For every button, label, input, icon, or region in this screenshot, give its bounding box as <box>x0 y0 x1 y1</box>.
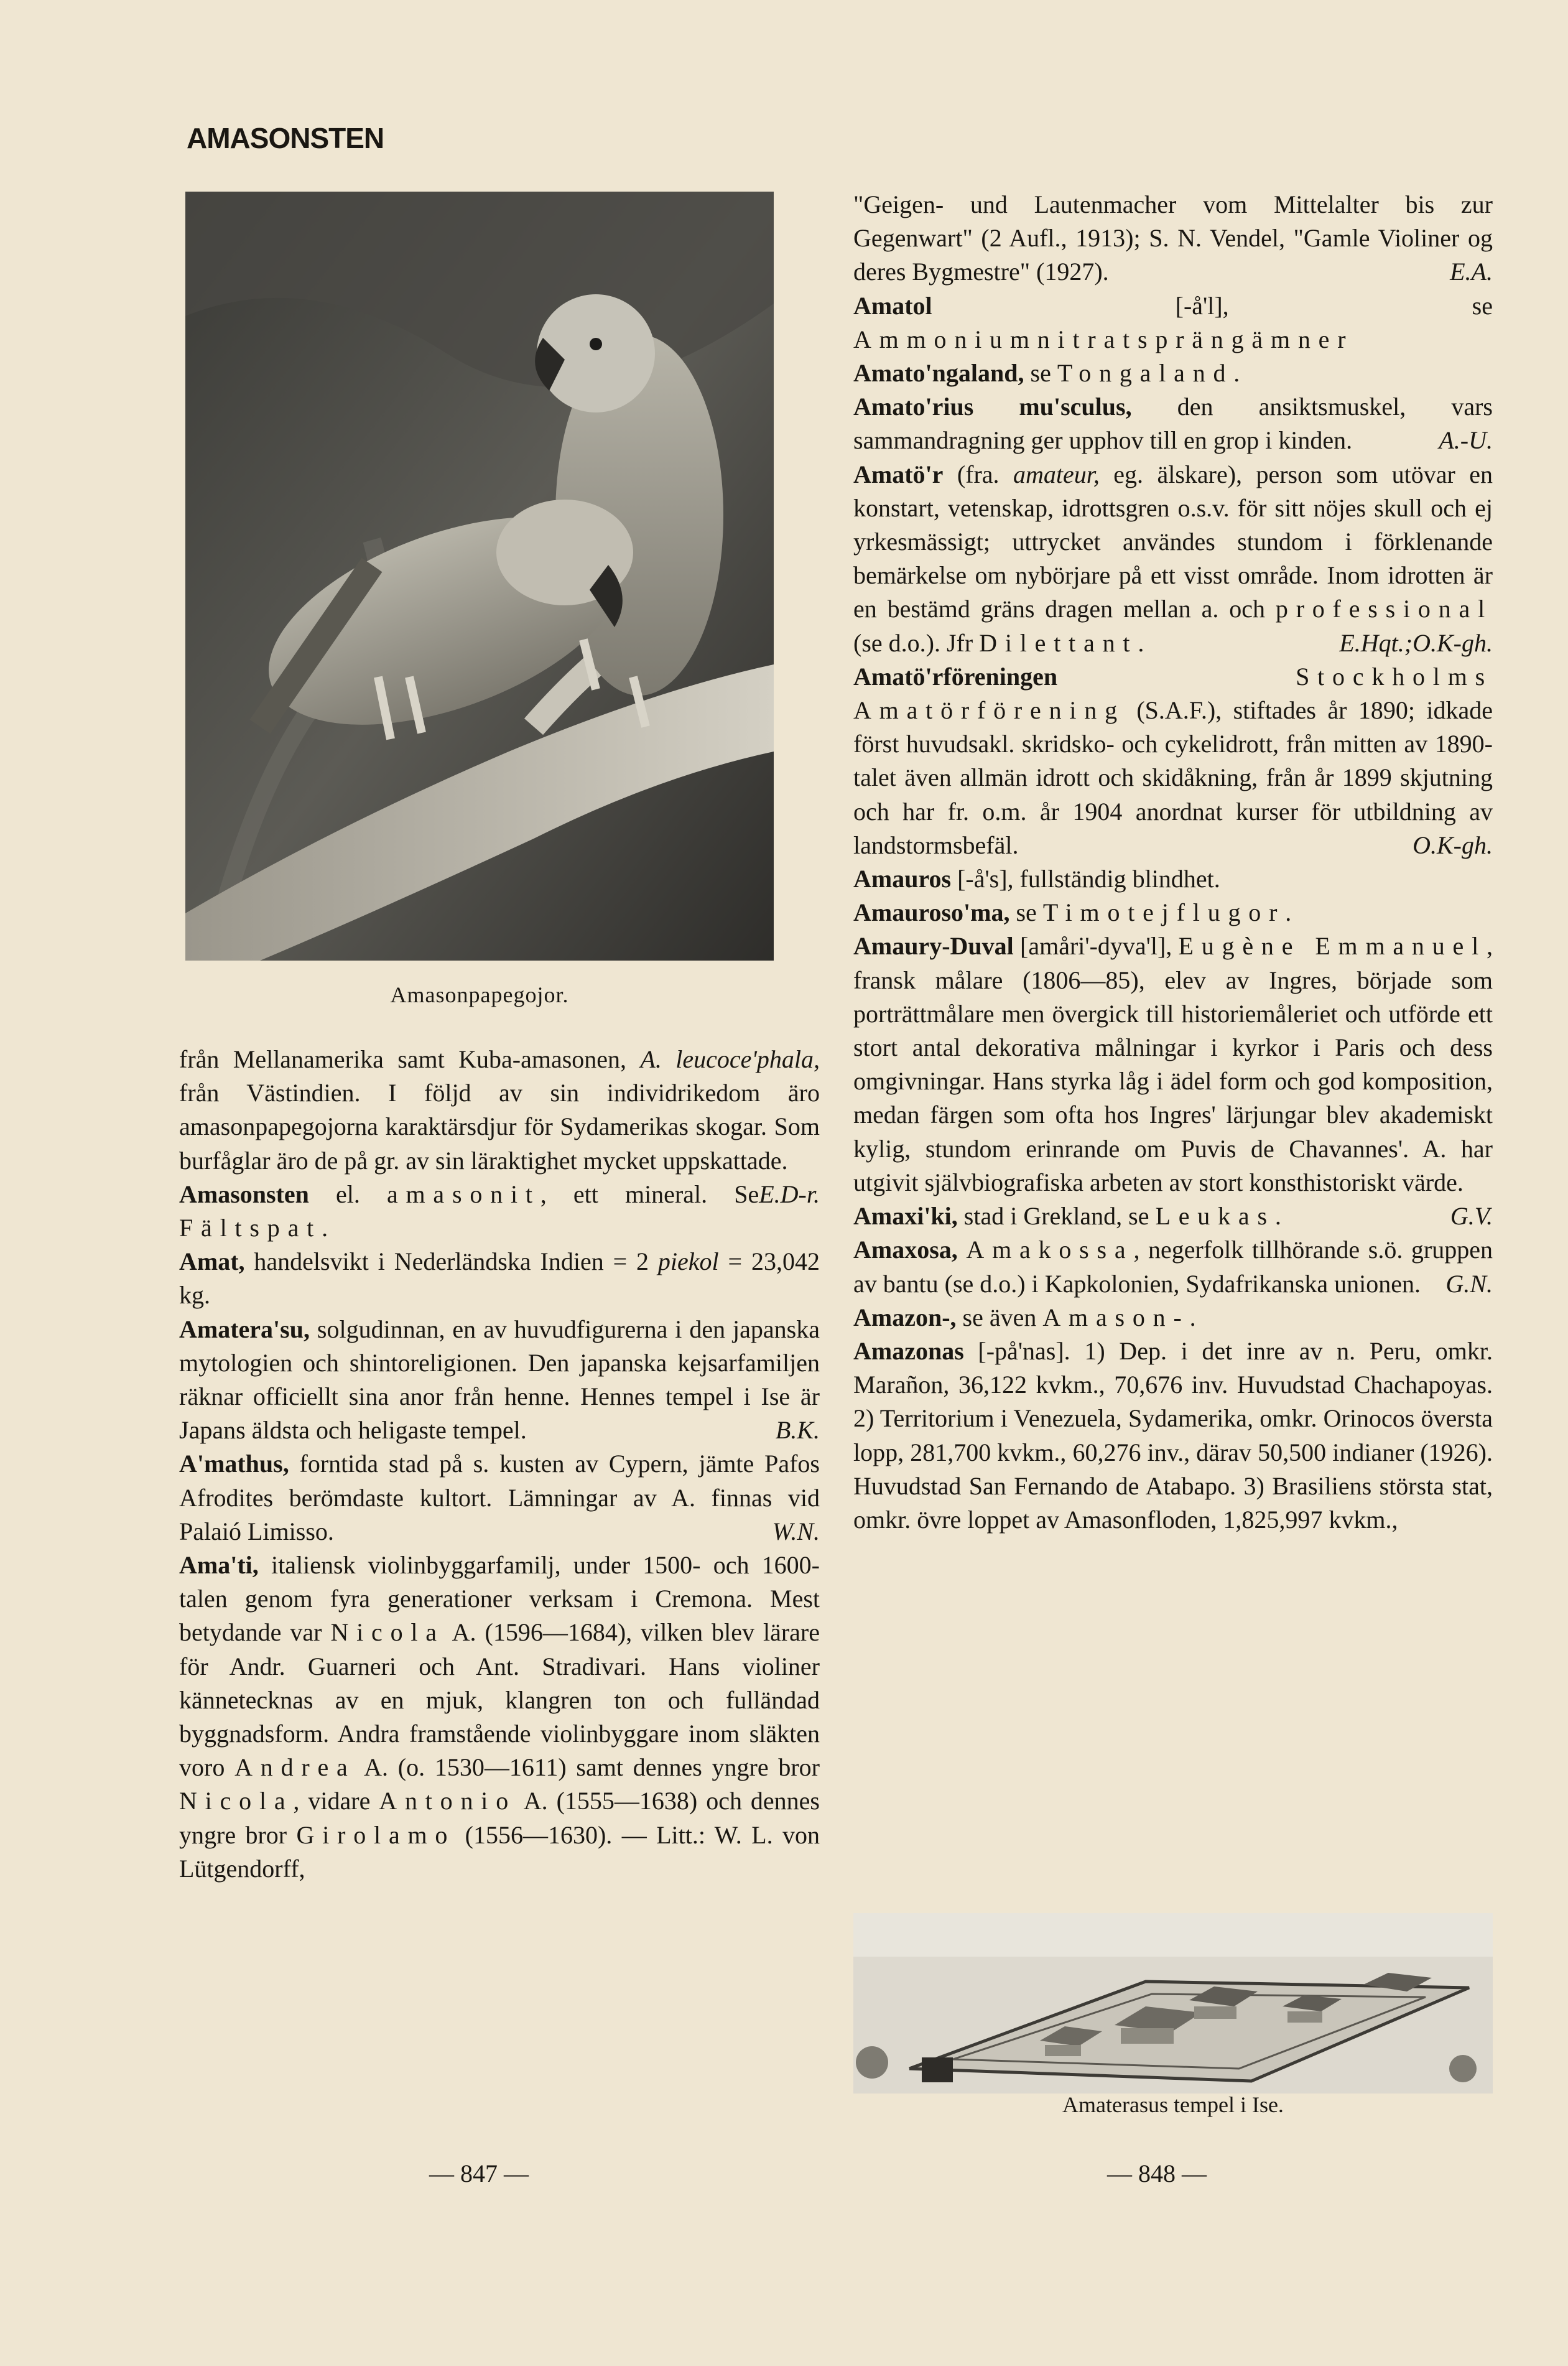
headword: Amasonsten <box>179 1180 309 1208</box>
entry-amatol <box>853 289 1493 356</box>
headword: Amaury-Duval <box>853 932 1014 961</box>
author-signature: O.K-gh. <box>1413 831 1493 859</box>
entry-text: italiensk violinbyggarfamilj, under 1500- och 1600-talen genom fyra generationer verksam i Cremona. Mest betydande var <box>179 1551 820 1647</box>
person-name: Nicola <box>179 1787 294 1815</box>
headword: Amat, <box>179 1247 245 1276</box>
entry-text: se <box>1024 359 1057 388</box>
entry-amaterasu <box>179 1313 820 1448</box>
cross-reference: Dilettant <box>979 628 1138 657</box>
author-signature: E.A. <box>1450 258 1493 286</box>
entry-text: (S.A.F.), stiftades år 1890; idkade först huvudsakl. skridsko- och cykelidrott, från mitten av 1890-talet även allmän idrott och skidåkning, från år 1899 skjutning och har fr. o.m. år 1904 anordnat kurser för utbildning av landstormsbefäl. <box>853 696 1493 859</box>
cross-reference: amasonit <box>386 1180 540 1208</box>
entry-text: eg. älskare), person som utövar en konstart, vetenskap, idrottsgren o.s.v. för sitt nöjes skull och ej yrkesmässigt; uttrycket användes stundom i förklenande bemärkelse om nybörjare på ett visst område. Inom idrotten är en bestämd gräns dragen mellan a. och <box>853 460 1493 623</box>
headword: Amatö'rföreningen <box>853 662 1058 691</box>
entry-text: A. (o. 1530—1611) samt dennes yngre bror <box>355 1753 820 1782</box>
entry-text: A. (1555—1638) och dennes yngre bror <box>179 1787 820 1849</box>
entry-amazon <box>853 1301 1493 1334</box>
temple-illustration <box>853 1913 1493 2094</box>
headword: Amazonas <box>853 1336 964 1365</box>
entry-text: [-å'l], se <box>932 291 1493 320</box>
entry-text: A. (1596—1684), vilken blev lärare för Andr. Guarneri och Ant. Stradivari. Hans violiner kännetecknas av en mjuk, klangren ton och fulländad byggnadsform. Andra framstående violinbyggare inom släkten voro <box>179 1618 820 1782</box>
right-column <box>853 188 1493 1537</box>
entry-text: , ett mineral. Se <box>540 1180 759 1208</box>
entry-text: stad i Grekland, se <box>957 1202 1156 1231</box>
entry-text: se <box>1009 898 1043 927</box>
entry-amatongaland <box>853 356 1493 390</box>
entry-amati <box>179 1549 820 1886</box>
entry-text <box>1057 663 1296 691</box>
entry-text: forntida stad på s. kusten av Cypern, jämte Pafos Afrodites berömdaste kultort. Lämningar av A. finnas vid Palaió Limisso. <box>179 1450 820 1545</box>
temple-caption: Amaterasus tempel i Ise. <box>1062 2092 1284 2117</box>
person-name: Antonio <box>379 1787 516 1815</box>
person-name: Nicola <box>330 1618 445 1647</box>
entry-text: . <box>1274 1202 1281 1231</box>
running-header: AMASONSTEN <box>187 122 384 154</box>
parrot-illustration <box>185 192 774 961</box>
headword: Amato'ngaland, <box>853 359 1024 388</box>
page-number-right: — 848 — <box>1107 2159 1207 2187</box>
headword: Amatö'r <box>853 460 944 488</box>
author-signature: G.N. <box>1445 1269 1493 1298</box>
entry-text: . <box>1189 1303 1196 1331</box>
author-signature: A.-U. <box>1439 426 1493 455</box>
entry-amathus <box>179 1447 820 1549</box>
entry-amaxosa <box>853 1233 1493 1300</box>
headword: Amato'rius mu'sculus, <box>853 393 1132 421</box>
entry-amaurosma <box>853 896 1493 929</box>
headword: Amauros <box>853 865 952 893</box>
entry-text: "Geigen- und Lautenmacher vom Mittelalter bis zur Gegenwart" (2 Aufl., 1913); S. N. Vendel, "Gamle Violiner og deres Bygmestre" (1927). <box>853 190 1493 286</box>
headword: Ama'ti, <box>179 1551 259 1580</box>
entry-text: den ansiktsmuskel, vars sammandragning ger upphov till en grop i kinden. <box>853 393 1493 455</box>
headword: Amazon-, <box>853 1303 957 1331</box>
headword: A'mathus, <box>179 1450 289 1478</box>
headword: Amaxosa, <box>853 1236 958 1264</box>
entry-text: solgudinnan, en av huvudfigurerna i den japanska mytologien och shintoreligionen. Den japanska kejsarfamiljen räknar officiellt sina anor från henne. Hennes tempel i Ise är Japans äldsta och heligaste tempel. <box>179 1315 820 1445</box>
cross-reference: Amakossa <box>966 1236 1134 1264</box>
person-name: Girolamo <box>296 1820 456 1849</box>
author-signature: E.Hqt.;O.K-gh. <box>1339 628 1493 657</box>
headword: Amatera'su, <box>179 1315 310 1343</box>
entry-amatorforeningen <box>853 660 1493 862</box>
entry-text: (fra. <box>943 460 1013 488</box>
entry-text: från Mellanamerika samt Kuba-amasonen, <box>179 1045 641 1073</box>
entry-text: . <box>1233 359 1240 388</box>
entry-term: amateur, <box>1013 460 1100 488</box>
entry-text: . <box>1285 898 1292 927</box>
headword: Amatol <box>853 291 932 320</box>
author-signature: E.D-r. <box>759 1180 820 1208</box>
entry-continuation-right <box>853 188 1493 289</box>
page-number-left: — 847 — <box>429 2159 529 2187</box>
entry-latin-name: A. leucoce'phala, <box>640 1045 820 1073</box>
entry-text: [-på'nas]. 1) Dep. i det inre av n. Peru, omkr. Marañon, 36,122 kvkm., 70,676 inv. Huvudstad Chachapoyas. 2) Territorium i Venezuela, Sydamerika, omkr. Orinocos översta lopp, 281,700 kvkm., 60,276 inv., därav 50,500 indianer (1926). Huvudstad San Fernando de Atabapo. 3) Brasiliens största stat, omkr. övre loppet av Amasonfloden, 1,825,997 kvkm., <box>853 1336 1493 1534</box>
cross-reference: Ammoniumnitratsprängämner <box>853 325 1354 353</box>
entry-text: [amåri'-dyva'l], <box>1013 932 1179 961</box>
cross-reference: Leukas <box>1155 1202 1275 1231</box>
entry-text: [-å's], fullständig blindhet. <box>951 865 1220 893</box>
entry-text <box>958 1236 967 1264</box>
cross-reference: Tongaland <box>1057 359 1234 388</box>
cross-reference: Fältspat <box>179 1214 322 1242</box>
author-signature: W.N. <box>772 1517 820 1545</box>
entry-amatorius <box>853 390 1493 457</box>
entry-term: piekol <box>657 1247 719 1276</box>
cross-reference: professional <box>1275 595 1493 623</box>
cross-reference: Amason- <box>1042 1303 1190 1331</box>
entry-text: , vidare <box>293 1787 379 1815</box>
left-column <box>179 1043 820 1886</box>
entry-text: se även <box>956 1303 1043 1331</box>
headword: Amaxi'ki, <box>853 1202 958 1231</box>
headword: Amauroso'ma, <box>853 898 1010 927</box>
author-signature: G.V. <box>1450 1202 1493 1231</box>
entry-text: från Västindien. I följd av sin individrikedom äro amasonpapegojorna karaktärsdjur för Sydamerikas skogar. Som burfåglar äro de på gr. av sin läraktighet mycket uppskattade. <box>179 1079 820 1175</box>
entry-amasonsten <box>179 1178 820 1245</box>
entry-text: (se d.o.). Jfr <box>853 628 980 657</box>
entry-amat <box>179 1245 820 1312</box>
entry-text: . <box>1138 628 1144 657</box>
entry-text: = 23,042 kg. <box>179 1247 820 1310</box>
entry-amauros <box>853 862 1493 896</box>
entry-text: (1556—1630). — Litt.: W. L. von Lütgendorff, <box>179 1820 820 1883</box>
author-signature: B.K. <box>775 1416 820 1445</box>
entry-text: . <box>322 1214 328 1242</box>
person-name: Eugène Emmanuel <box>1178 932 1487 961</box>
entry-text: , fransk målare (1806—85), elev av Ingres, började som porträttmålare men övergick till historiemåleriet och utförde ett stort antal dekorativa målningar i kyrkor i Paris och dess omgivningar. Hans styrka låg i ädel form och god komposition, medan färgen som ofta hos Ingres' lärjungar blev akademiskt kylig, stundom erinrande om Puvis de Chavannes'. A. har utgivit självbiografiska arbeten av stort konsthistoriskt värde. <box>853 932 1493 1196</box>
entry-amator <box>853 458 1493 660</box>
person-name: Andrea <box>234 1753 356 1782</box>
cross-reference: Stockholms Amatörförening <box>853 662 1493 725</box>
entry-amazonas <box>853 1334 1493 1537</box>
parrot-caption: Amasonpapegojor. <box>390 982 569 1007</box>
entry-text: el. <box>308 1180 387 1208</box>
cross-reference: Timotejflugor <box>1042 898 1286 927</box>
entry-text: handelsvikt i Nederländska Indien = 2 <box>244 1247 658 1276</box>
entry-amaxiki <box>853 1199 1493 1233</box>
entry-text: , negerfolk tillhörande s.ö. gruppen av bantu (se d.o.) i Kapkolonien, Sydafrikanska unionen. <box>853 1236 1493 1298</box>
